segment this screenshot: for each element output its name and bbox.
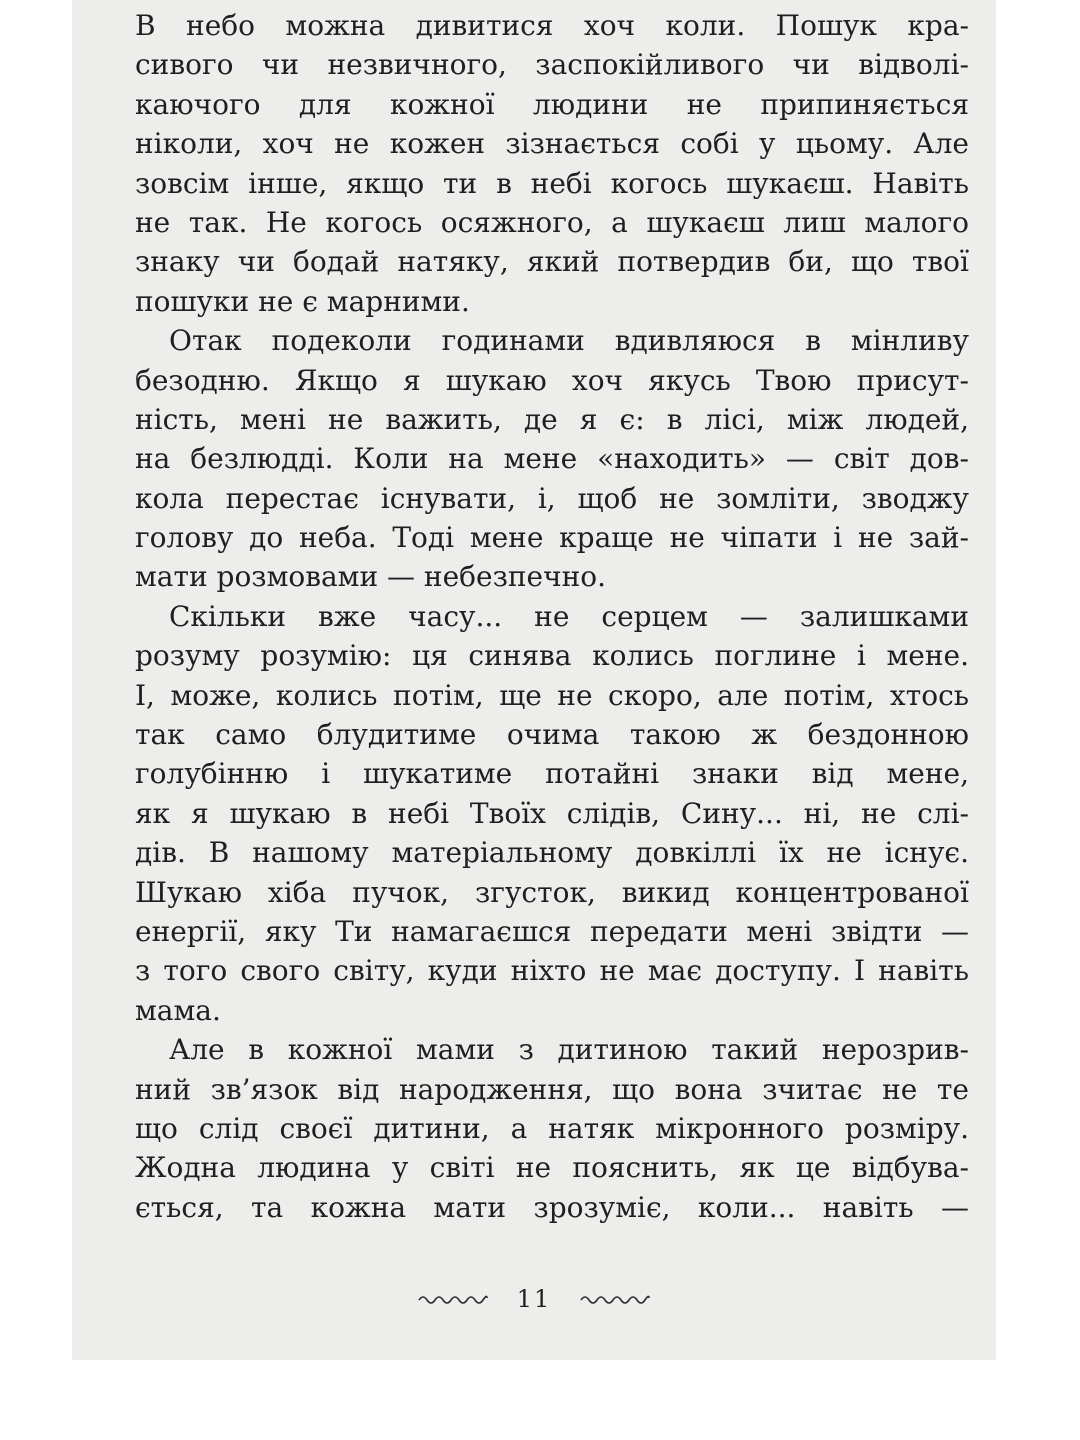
text-line: ність, мені не важить, де я є: в лісі, між людей, <box>135 402 969 436</box>
text-line: І, може, колись потім, ще не скоро, але потім, хтось <box>135 678 969 712</box>
text-line: з того свого світу, куди ніхто не має доступу. І навіть <box>135 954 969 988</box>
body-text <box>135 6 969 1227</box>
text-line: енергії, яку Ти намагаєшся передати мені звідти — <box>135 914 969 948</box>
page-footer <box>72 1284 996 1314</box>
text-line: сивого чи незвичного, заспокійливого чи відволі- <box>135 48 969 82</box>
paragraph-2 <box>135 321 969 597</box>
text-line: В небо можна дивитися хоч коли. Пошук кра- <box>135 9 969 42</box>
text-line: ніколи, хоч не кожен зізнається собі у цьому. Але <box>135 127 969 161</box>
text-line: мати розмовами — небезпечно. <box>135 560 607 594</box>
text-line: Отак подеколи годинами вдивляюся в мінливу <box>169 324 969 358</box>
paragraph-1 <box>135 6 969 321</box>
text-line: кола перестає існувати, і, щоб не зомліти, зводжу <box>135 481 969 515</box>
text-line: не так. Не когось осяжного, а шукаєш лиш малого <box>135 205 969 239</box>
text-line: дів. В нашому матеріальному довкіллі їх не існує. <box>135 836 969 870</box>
text-line: каючого для кожної людини не припиняється <box>135 87 969 121</box>
text-line: знаку чи бодай натяку, який потвердив би, що твої <box>135 245 969 279</box>
text-line: Шукаю хіба пучок, згусток, викид концентрованої <box>135 875 969 909</box>
wave-ornament-icon <box>579 1292 651 1306</box>
text-line: Жодна людина у світі не пояснить, як це відбува- <box>135 1151 969 1185</box>
text-line: пошуки не є марними. <box>135 284 470 318</box>
text-line: ється, та кожна мати зрозуміє, коли... навіть — <box>135 1190 969 1224</box>
text-line: Скільки вже часу... не серцем — залишками <box>169 599 969 633</box>
text-line: голову до неба. Тоді мене краще не чіпати і не зай- <box>135 521 969 555</box>
text-line: мама. <box>135 993 221 1027</box>
text-line: Але в кожної мами з дитиною такий нерозрив- <box>169 1033 969 1067</box>
text-line: так само блудитиме очима такою ж бездонною <box>135 718 969 752</box>
text-line: голубінню і шукатиме потайні знаки від мене, <box>135 757 969 791</box>
paragraph-3 <box>135 597 969 1030</box>
text-line: що слід своєї дитини, а натяк мікронного розміру. <box>135 1111 969 1145</box>
text-line: розуму розумію: ця синява колись поглине і мене. <box>135 639 969 673</box>
text-line: як я шукаю в небі Твоїх слідів, Сину... ні, не слі- <box>135 796 969 830</box>
text-line: ний зв’язок від народження, що вона зчитає не те <box>135 1072 969 1106</box>
page-number: 11 <box>516 1285 552 1313</box>
paragraph-4 <box>135 1030 969 1227</box>
wave-ornament-icon <box>417 1292 489 1306</box>
text-line: на безлюдді. Коли на мене «находить» — світ дов- <box>135 442 969 476</box>
text-line: безодню. Якщо я шукаю хоч якусь Твою присут- <box>135 363 969 397</box>
book-page <box>72 0 996 1360</box>
text-line: зовсім інше, якщо ти в небі когось шукаєш. Навіть <box>135 166 969 200</box>
